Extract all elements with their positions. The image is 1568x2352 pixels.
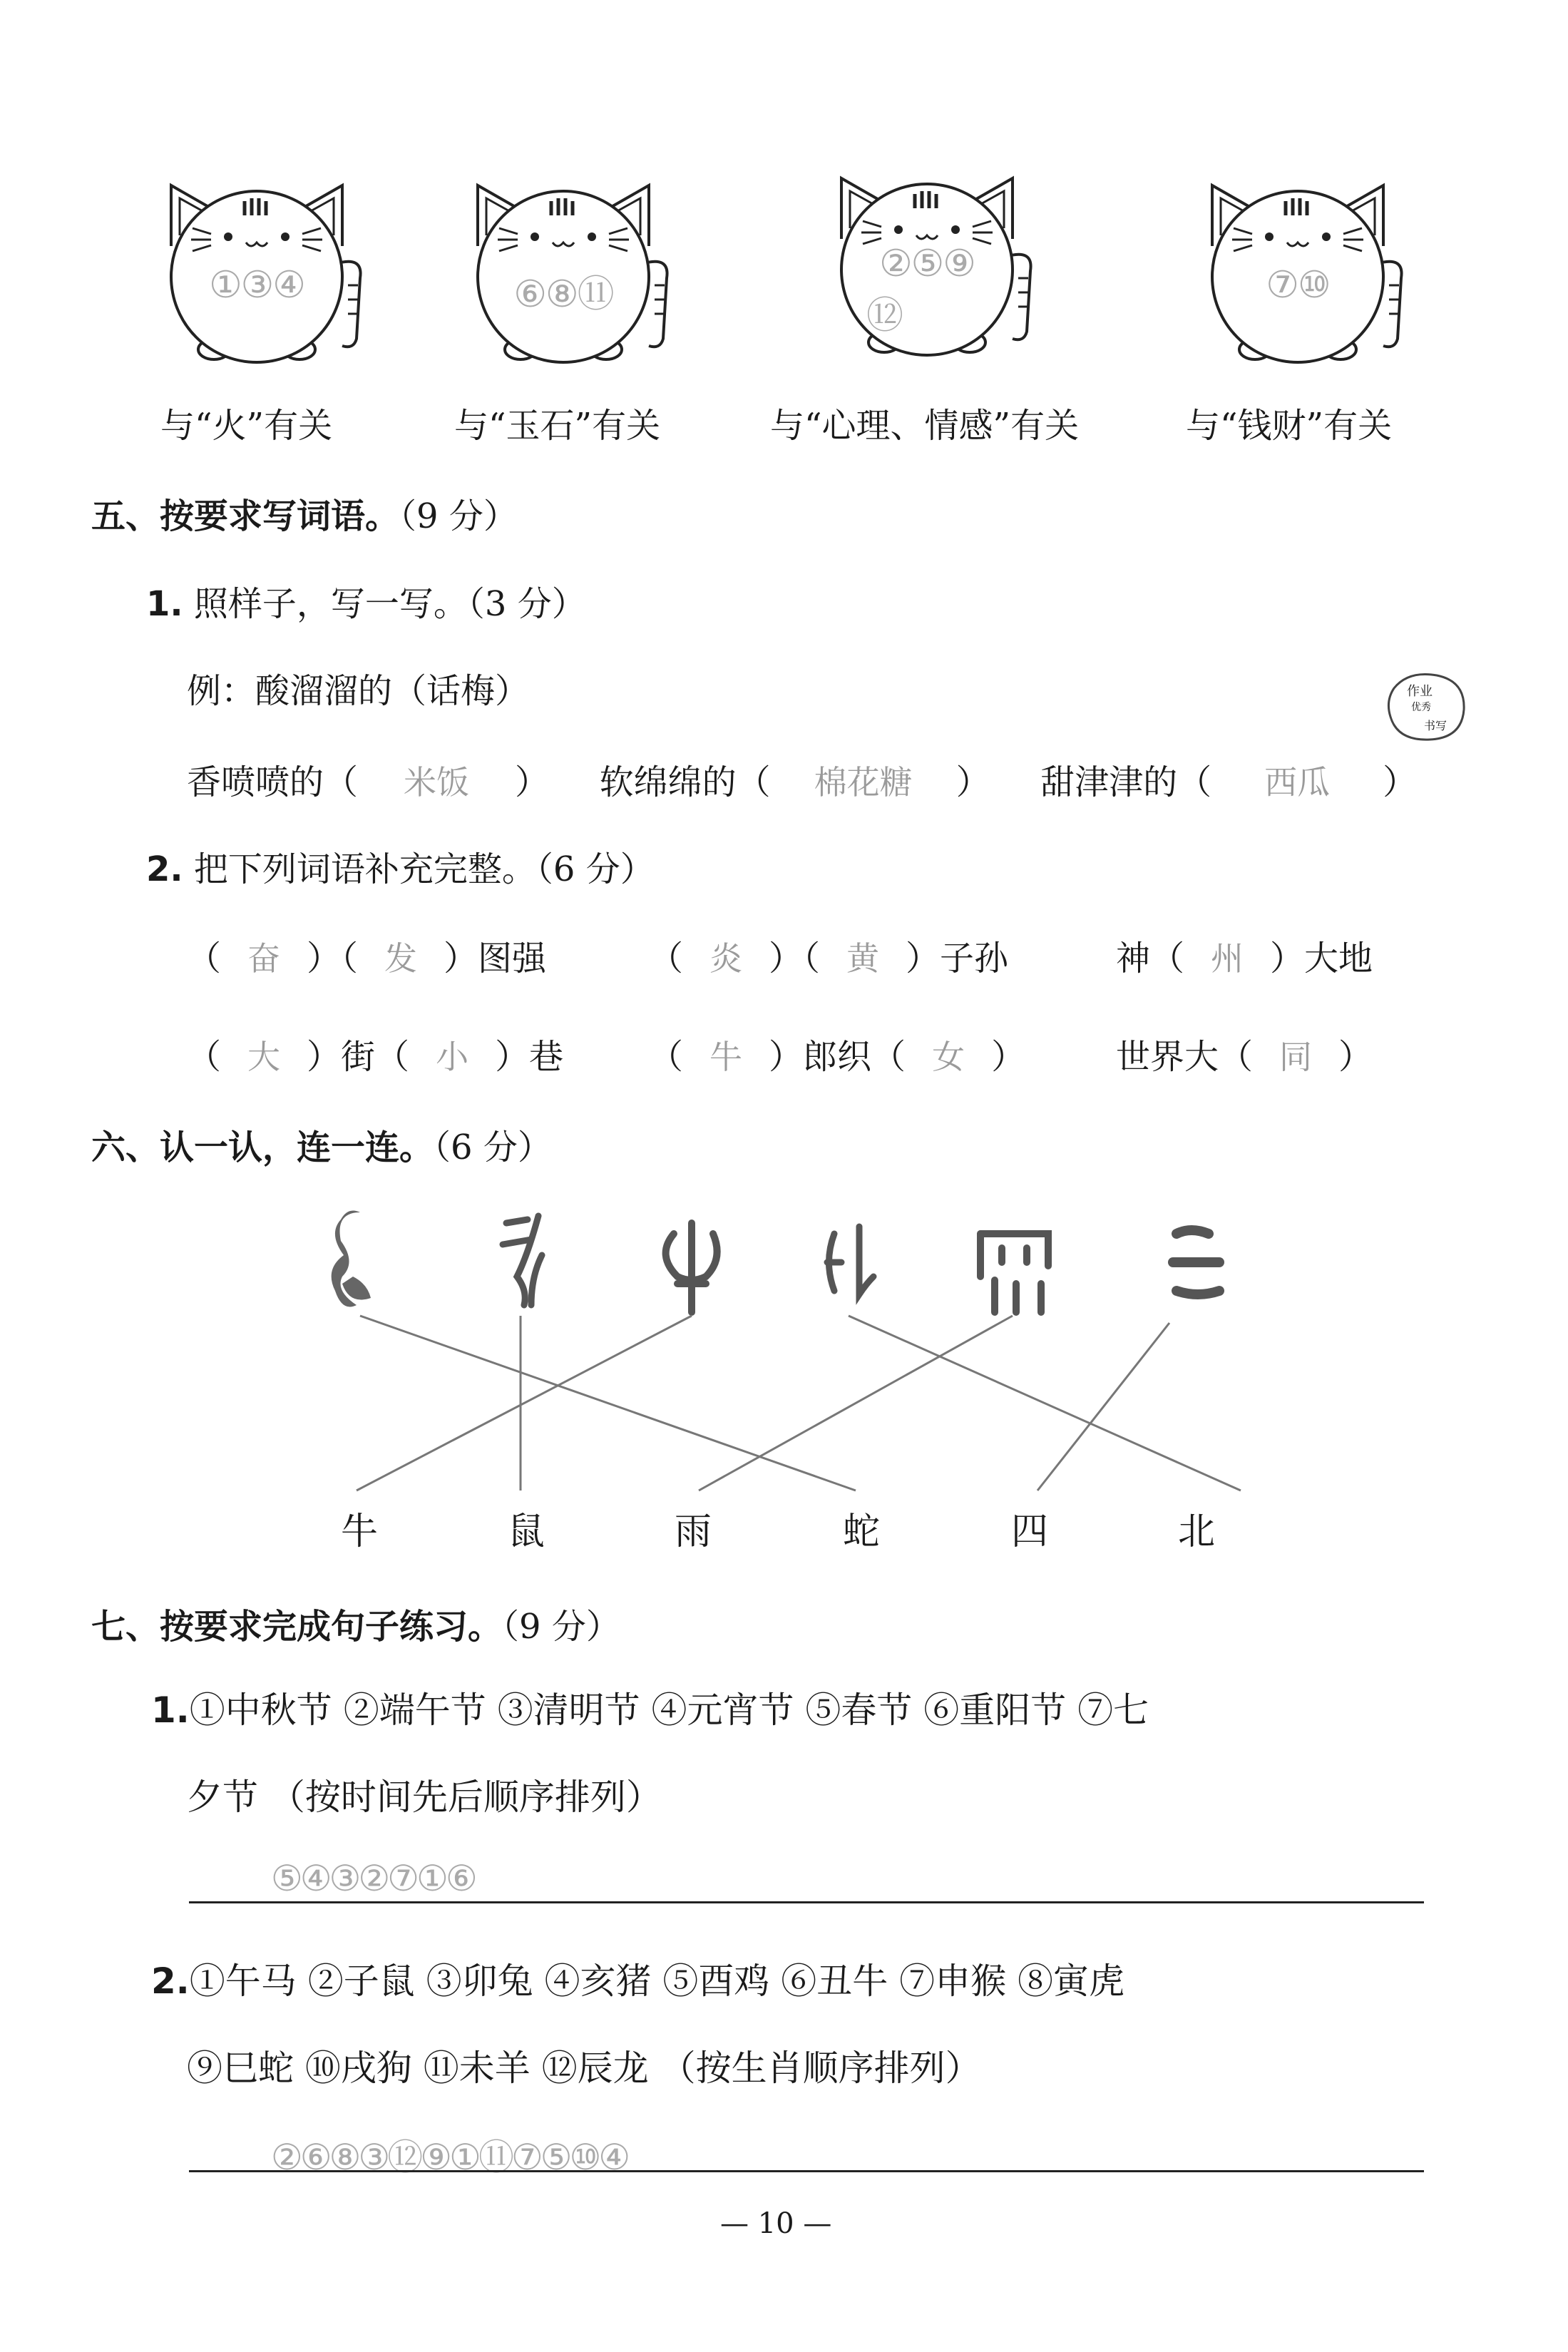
connection-rain xyxy=(699,1316,1013,1491)
s7-q2-number: 2. xyxy=(151,1960,190,2002)
s5-q2-row2-group1: （ 大 ）街（ 小 ）巷 xyxy=(187,1029,563,1078)
s7-q1-answer: ⑤④③②⑦①⑥ xyxy=(271,1858,475,1899)
s7-q1-answer-line xyxy=(189,1901,1424,1903)
s7-q1-line1 xyxy=(151,1682,1149,1733)
blank-answer: 同 xyxy=(1279,1038,1313,1076)
match-word-3: 雨 xyxy=(675,1510,712,1553)
stamp-text-3: 书写 xyxy=(1424,719,1447,732)
s5-q1-item3-prefix: 甜津津的（ xyxy=(1040,762,1212,802)
idiom-tail: 图强 xyxy=(478,939,547,978)
cat-numbers: ⑦⑩ xyxy=(1266,264,1330,307)
s7-q2-answer-line xyxy=(189,2170,1424,2172)
match-word-1: 牛 xyxy=(341,1510,379,1553)
section7-points: （9 分） xyxy=(502,1607,620,1647)
s5-q1-example: 例：酸溜溜的（话梅） xyxy=(187,671,530,711)
ancient-glyph-mouse-icon xyxy=(503,1216,542,1305)
s5-q2-row2-group2: （ 牛 ）郎织（ 女 ） xyxy=(649,1029,1025,1078)
s5-q2-row2-group3: 世界大（ 同 ） xyxy=(1116,1029,1373,1078)
cat-caption-2: 与“玉石”有关 xyxy=(454,406,661,446)
section5-points: （9 分） xyxy=(399,496,518,536)
cat-numbers: ⑥⑧⑪ xyxy=(513,273,613,316)
page-number: — 10 — xyxy=(720,2207,832,2240)
blank-answer: 黄 xyxy=(846,939,880,978)
idiom-tail: 子孙 xyxy=(940,939,1009,978)
idiom-tail: 大地 xyxy=(1304,939,1373,978)
ancient-glyph-snake-icon xyxy=(332,1211,371,1307)
cat-numbers: ②⑤⑨ xyxy=(879,242,975,285)
cat-caption-3: 与“心理、情感”有关 xyxy=(770,406,1080,446)
s5-q1-item2-prefix: 软绵绵的（ xyxy=(599,762,771,802)
match-word-6: 北 xyxy=(1178,1510,1216,1553)
section6-points: （6 分） xyxy=(434,1128,552,1167)
connection-snake xyxy=(360,1316,856,1491)
connection-north xyxy=(849,1316,1241,1491)
s7-q2-answer: ②⑥⑧③⑫⑨①⑪⑦⑤⑩④ xyxy=(271,2137,628,2178)
section6-title: 六、认一认，连一连。 xyxy=(91,1128,434,1167)
s5-q1-item1-answer: 米饭 xyxy=(404,763,470,802)
s5-q2-row1-group3: 神（ 州 ）大地 xyxy=(1116,931,1373,980)
s5-q1-item1-prefix: 香喷喷的（ xyxy=(187,762,359,802)
section7-title: 七、按要求完成句子练习。 xyxy=(91,1607,503,1647)
s5-q1-item2-answer: 棉花糖 xyxy=(814,763,913,802)
connection-four xyxy=(1037,1323,1169,1491)
section5-title: 五、按要求写词语。 xyxy=(91,496,400,536)
cat-caption-4: 与“钱财”有关 xyxy=(1186,406,1393,446)
stamp-text-1: 作业 xyxy=(1407,684,1433,699)
s5-q2-number: 2. xyxy=(146,849,183,889)
ancient-glyph-north-icon xyxy=(827,1227,873,1294)
blank-answer: 炎 xyxy=(709,939,743,978)
blank-answer: 发 xyxy=(384,939,418,978)
ancient-glyph-four-icon xyxy=(1173,1230,1219,1294)
idiom-mid: 郎织 xyxy=(803,1037,872,1077)
match-word-5: 四 xyxy=(1011,1510,1049,1553)
connection-lines xyxy=(357,1316,1241,1491)
ancient-glyph-rain-icon xyxy=(980,1234,1048,1312)
s5-q1-number: 1. xyxy=(146,584,183,624)
s5-q1-text: 照样子，写一写。（3 分） xyxy=(193,584,586,624)
s5-q1-item3-answer: 西瓜 xyxy=(1264,763,1331,802)
blank-answer: 牛 xyxy=(709,1038,743,1076)
idiom-mid: 街 xyxy=(341,1037,376,1077)
connection-ox xyxy=(357,1316,692,1491)
s5-q1-item3-suffix: ） xyxy=(1383,762,1418,802)
s7-q1-options: ①中秋节 ②端午节 ③清明节 ④元宵节 ⑤春节 ⑥重阳节 ⑦七 xyxy=(189,1689,1149,1731)
idiom-head: 世界大 xyxy=(1116,1037,1219,1077)
blank-answer: 小 xyxy=(436,1038,469,1076)
s5-q2-text: 把下列词语补充完整。（6 分） xyxy=(193,849,655,889)
s7-q1-number: 1. xyxy=(151,1689,190,1731)
stamp-text-2: 优秀 xyxy=(1411,702,1431,713)
match-word-2: 鼠 xyxy=(508,1510,545,1553)
s5-q1-item2-suffix: ） xyxy=(955,762,990,802)
s7-q2-line1 xyxy=(151,1953,1124,2004)
blank-answer: 州 xyxy=(1211,939,1244,978)
s7-q2-line2: ⑨巳蛇 ⑩戌狗 ⑪未羊 ⑫辰龙 （按生肖顺序排列） xyxy=(187,2047,981,2089)
match-word-4: 蛇 xyxy=(843,1510,881,1553)
cat-caption-1: 与“火”有关 xyxy=(160,406,333,446)
s5-q1-item1-suffix: ） xyxy=(515,762,550,802)
blank-answer: 女 xyxy=(932,1038,965,1076)
ancient-glyph-ox-icon xyxy=(666,1223,717,1312)
cat-numbers-2: ⑫ xyxy=(866,295,902,337)
s5-q2-row1-group2: （ 炎 ）（ 黄 ）子孙 xyxy=(649,931,1008,980)
s7-q1-line2: 夕节 （按时间先后顺序排列） xyxy=(187,1776,662,1818)
blank-answer: 奋 xyxy=(247,939,281,978)
idiom-tail: 巷 xyxy=(529,1037,564,1077)
cat-numbers: ①③④ xyxy=(209,264,304,307)
section7-heading xyxy=(91,1599,620,1648)
idiom-head: 神 xyxy=(1116,939,1151,978)
s7-q2-options: ①午马 ②子鼠 ③卯兔 ④亥猪 ⑤酉鸡 ⑥丑牛 ⑦申猴 ⑧寅虎 xyxy=(189,1960,1125,2002)
blank-answer: 大 xyxy=(247,1038,281,1076)
s5-q2-row1-group1: （ 奋 ）（ 发 ）图强 xyxy=(187,931,546,980)
